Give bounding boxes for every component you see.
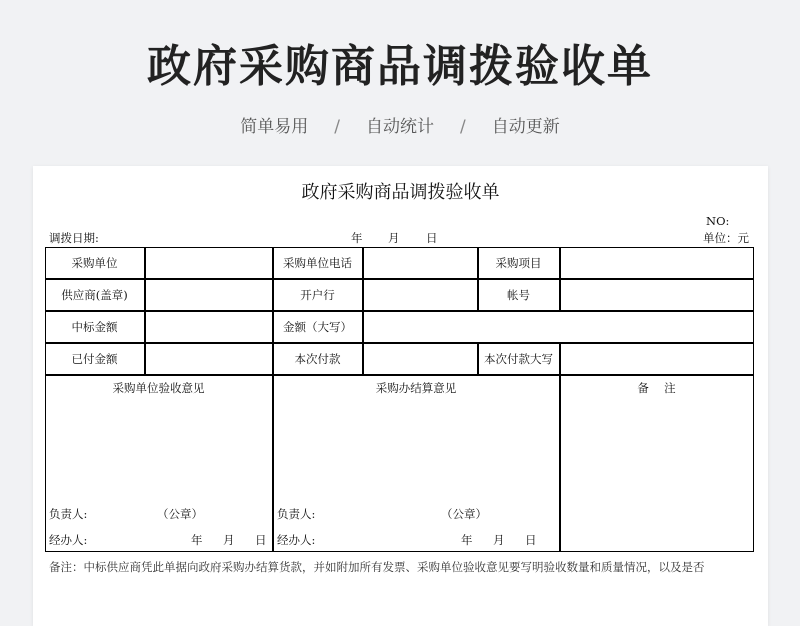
supplier-label: 供应商(盖章) bbox=[45, 279, 145, 311]
sign-year-label: 年 bbox=[461, 533, 473, 547]
transfer-date-label: 调拨日期: bbox=[49, 231, 99, 245]
bank-field[interactable] bbox=[363, 279, 478, 311]
amount-in-words-label: 金额（大写） bbox=[273, 311, 363, 343]
purchase-project-label: 采购项目 bbox=[478, 247, 560, 279]
document-sheet bbox=[33, 166, 768, 626]
document-title: 政府采购商品调拨验收单 bbox=[301, 182, 500, 203]
winning-amount-field[interactable] bbox=[145, 311, 273, 343]
paid-amount-field[interactable] bbox=[145, 343, 273, 375]
handler-label: 经办人: bbox=[49, 533, 88, 547]
sign-day-label: 日 bbox=[255, 533, 267, 547]
feature-auto-update: 自动更新 bbox=[491, 117, 560, 137]
responsible-person-label: 负责人: bbox=[49, 507, 88, 521]
buyer-phone-field[interactable] bbox=[363, 247, 478, 279]
separator: / bbox=[334, 117, 340, 137]
settlement-opinion[interactable] bbox=[273, 375, 560, 552]
buyer-acceptance-opinion-label: 采购单位验收意见 bbox=[112, 380, 205, 395]
feature-auto-stats: 自动统计 bbox=[366, 117, 434, 137]
official-seal-label: （公章） bbox=[441, 507, 487, 521]
paid-amount-label: 已付金额 bbox=[45, 343, 145, 375]
amount-in-words-field[interactable] bbox=[363, 311, 754, 343]
day-label: 日 bbox=[426, 231, 438, 245]
footnote: 备注：中标供应商凭此单据向政府采购办结算货款，并如附加所有发票、采购单位验收意见要写明验收数量和质量情况，以及是否 bbox=[49, 560, 705, 574]
winning-amount-label: 中标金额 bbox=[45, 311, 145, 343]
buyer-phone-label: 采购单位电话 bbox=[273, 247, 363, 279]
account-field[interactable] bbox=[560, 279, 754, 311]
current-payment-words-field[interactable] bbox=[560, 343, 754, 375]
official-seal-label: （公章） bbox=[157, 507, 203, 521]
remarks-box[interactable] bbox=[560, 375, 754, 552]
buyer-acceptance-opinion[interactable] bbox=[45, 375, 273, 552]
current-payment-field[interactable] bbox=[363, 343, 478, 375]
current-payment-words-label: 本次付款大写 bbox=[478, 343, 560, 375]
month-label: 月 bbox=[388, 231, 400, 245]
buyer-unit-field[interactable] bbox=[145, 247, 273, 279]
document-number-label: NO: bbox=[706, 214, 730, 228]
year-label: 年 bbox=[351, 231, 363, 245]
buyer-unit-label: 采购单位 bbox=[45, 247, 145, 279]
sign-month-label: 月 bbox=[223, 533, 235, 547]
sign-month-label: 月 bbox=[493, 533, 505, 547]
currency-unit-label: 单位：元 bbox=[703, 231, 749, 245]
bank-label: 开户行 bbox=[273, 279, 363, 311]
acceptance-form-table bbox=[45, 247, 754, 552]
supplier-field[interactable] bbox=[145, 279, 273, 311]
page-title: 政府采购商品调拨验收单 bbox=[147, 41, 653, 92]
purchase-project-field[interactable] bbox=[560, 247, 754, 279]
account-label: 帐号 bbox=[478, 279, 560, 311]
handler-label: 经办人: bbox=[277, 533, 316, 547]
separator: / bbox=[460, 117, 466, 137]
sign-year-label: 年 bbox=[191, 533, 203, 547]
remarks-label: 备 注 bbox=[637, 380, 676, 395]
sign-day-label: 日 bbox=[525, 533, 537, 547]
feature-easy: 简单易用 bbox=[240, 117, 309, 137]
feature-tagline bbox=[0, 112, 800, 137]
responsible-person-label: 负责人: bbox=[277, 507, 316, 521]
settlement-opinion-label: 采购办结算意见 bbox=[375, 380, 457, 395]
current-payment-label: 本次付款 bbox=[273, 343, 363, 375]
